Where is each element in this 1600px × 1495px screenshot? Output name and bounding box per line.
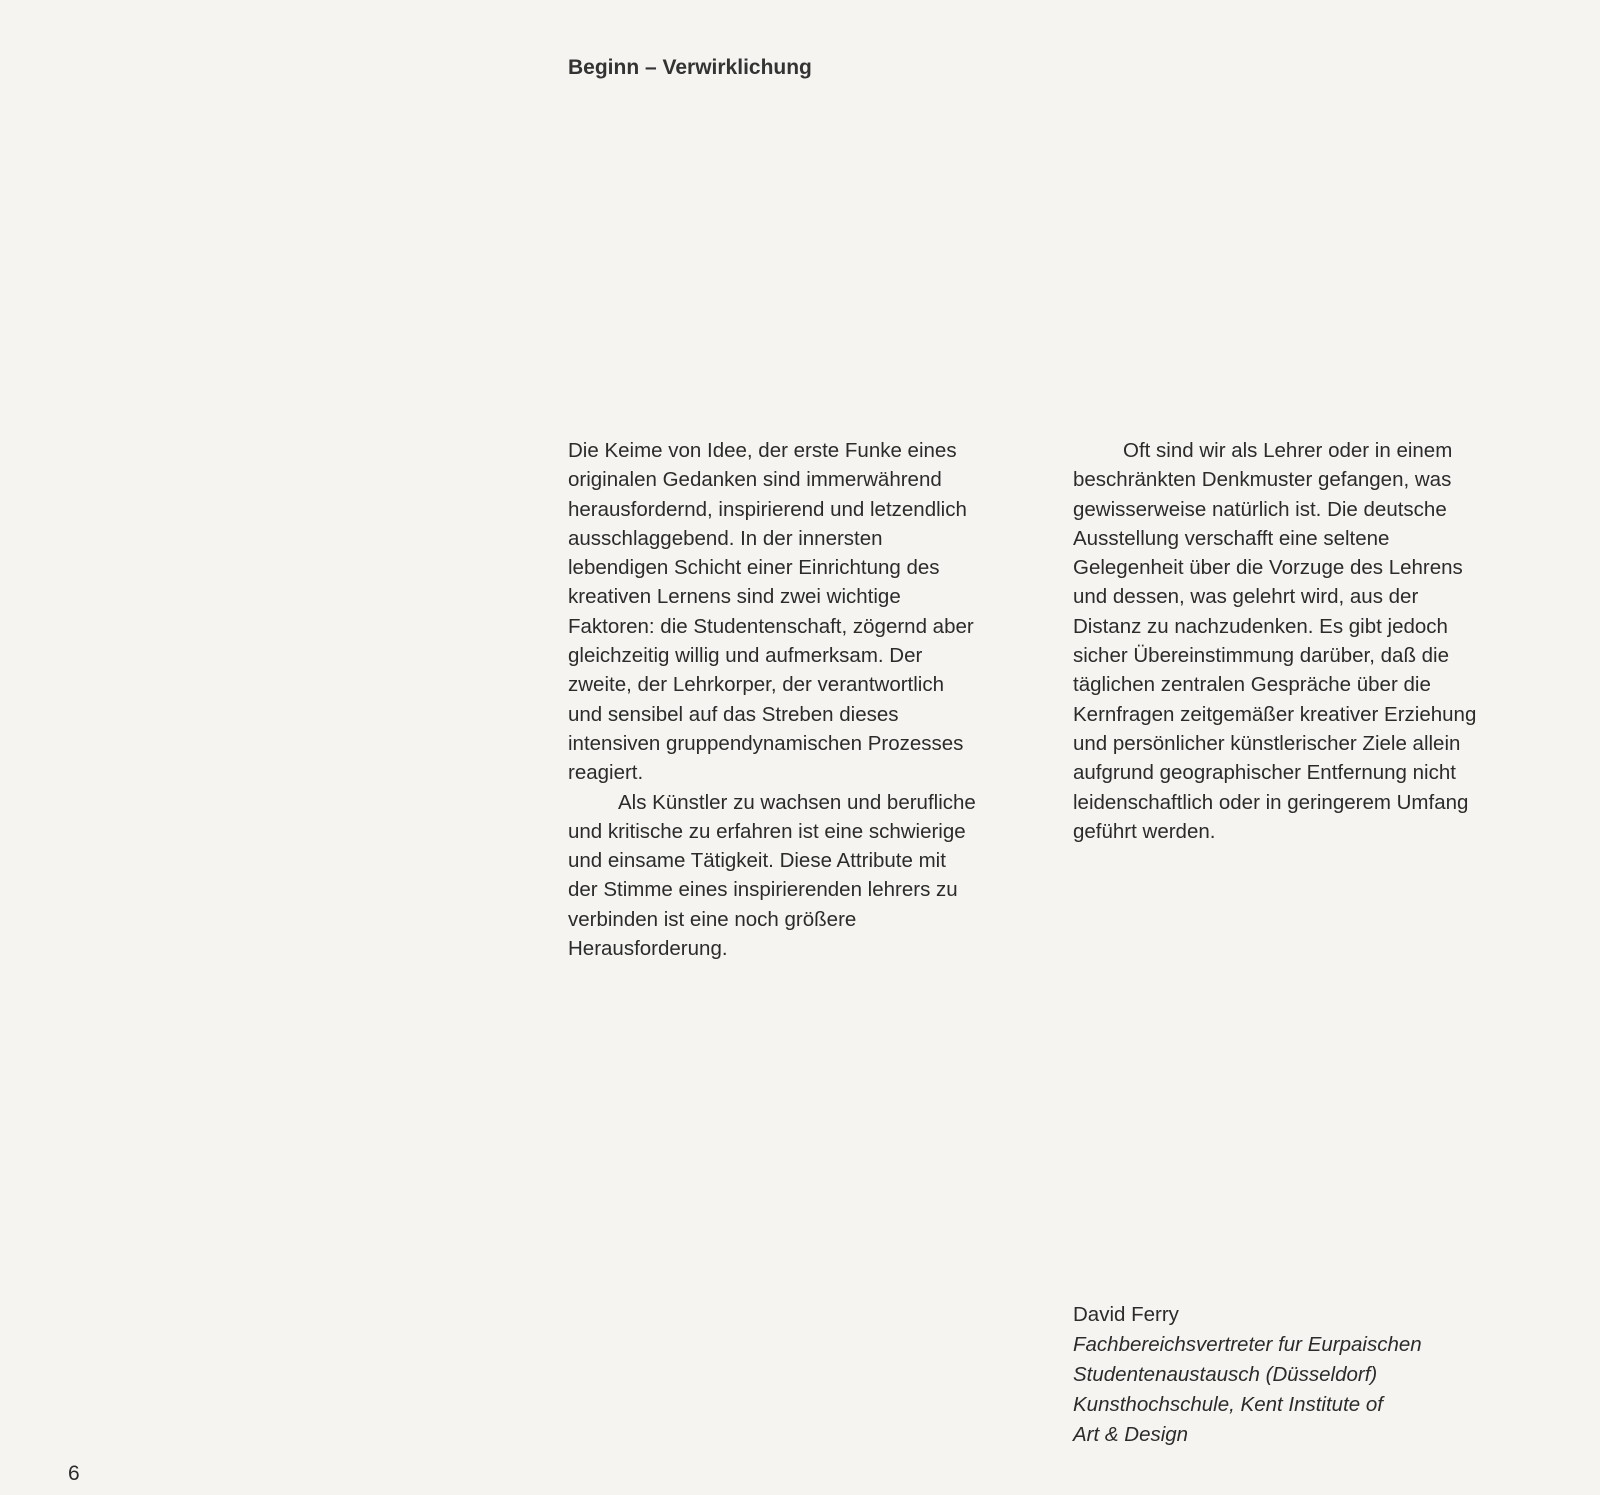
text-line: zweite, der Lehrkorper, der verantwortlich (568, 673, 945, 697)
text-line: und einsame Tätigkeit. Diese Attribute mit (568, 849, 946, 873)
signature-block (1073, 1300, 1422, 1450)
text-line: ausschlaggebend. In der innersten (568, 526, 883, 550)
text-column-left (568, 436, 1038, 963)
text-line: täglichen zentralen Gespräche über die (1073, 673, 1431, 697)
text-line: sicher Übereinstimmung darüber, daß die (1073, 644, 1450, 668)
text-line: und kritische zu erfahren ist eine schwierige (568, 819, 966, 843)
author-title-line: Fachbereichsvertreter fur Eurpaischen (1073, 1333, 1422, 1356)
text-line: Kernfragen zeitgemäßer kreativer Erziehung (1073, 702, 1477, 726)
text-line: gleichzeitig willig und aufmerksam. Der (568, 644, 923, 668)
text-line: lebendigen Schicht einer Einrichtung des (568, 556, 940, 580)
text-line: Herausforderung. (568, 937, 728, 961)
text-line: Oft sind wir als Lehrer oder in einem (1123, 439, 1453, 462)
author-title-line: Kunsthochschule, Kent Institute of (1073, 1393, 1383, 1416)
text-line: beschränkten Denkmuster gefangen, was (1073, 468, 1452, 492)
text-line: und dessen, was gelehrt wird, aus der (1073, 585, 1419, 609)
text-line: Als Künstler zu wachsen und berufliche (618, 790, 976, 814)
text-line: der Stimme eines inspirierenden lehrers zu (568, 878, 958, 902)
text-line: Distanz zu nachzudenken. Es gibt jedoch (1073, 614, 1448, 638)
text-line: Ausstellung verschafft eine seltene (1073, 526, 1390, 550)
author-title-line: Art & Design (1073, 1423, 1189, 1446)
author-title-line: Studentenaustausch (Düsseldorf) (1073, 1363, 1378, 1386)
text-line: Gelegenheit über die Vorzuge des Lehrens (1073, 556, 1463, 580)
text-line: gewisserweise natürlich ist. Die deutsche (1073, 497, 1447, 521)
author-name: David Ferry (1073, 1303, 1179, 1326)
text-line: aufgrund geographischer Entfernung nicht (1073, 761, 1456, 785)
text-column-right (1073, 436, 1543, 846)
section-heading: Beginn – Verwirklichung (568, 56, 812, 79)
text-line: geführt werden. (1073, 819, 1216, 843)
text-line: herausfordernd, inspirierend und letzendlich (568, 497, 967, 521)
text-line: originalen Gedanken sind immerwährend (568, 468, 942, 492)
text-line: und persönlicher künstlerischer Ziele allein (1073, 731, 1461, 755)
text-line: intensiven gruppendynamischen Prozesses (568, 731, 964, 755)
text-line: reagiert. (568, 761, 644, 785)
text-line: Faktoren: die Studentenschaft, zögernd aber (568, 614, 974, 638)
page-number: 6 (68, 1462, 80, 1485)
text-line: leidenschaftlich oder in geringerem Umfang (1073, 790, 1469, 814)
text-line: kreativen Lernens sind zwei wichtige (568, 585, 901, 609)
text-line: Die Keime von Idee, der erste Funke eines (568, 439, 957, 462)
text-line: und sensibel auf das Streben dieses (568, 702, 899, 726)
text-line: verbinden ist eine noch größere (568, 907, 857, 931)
